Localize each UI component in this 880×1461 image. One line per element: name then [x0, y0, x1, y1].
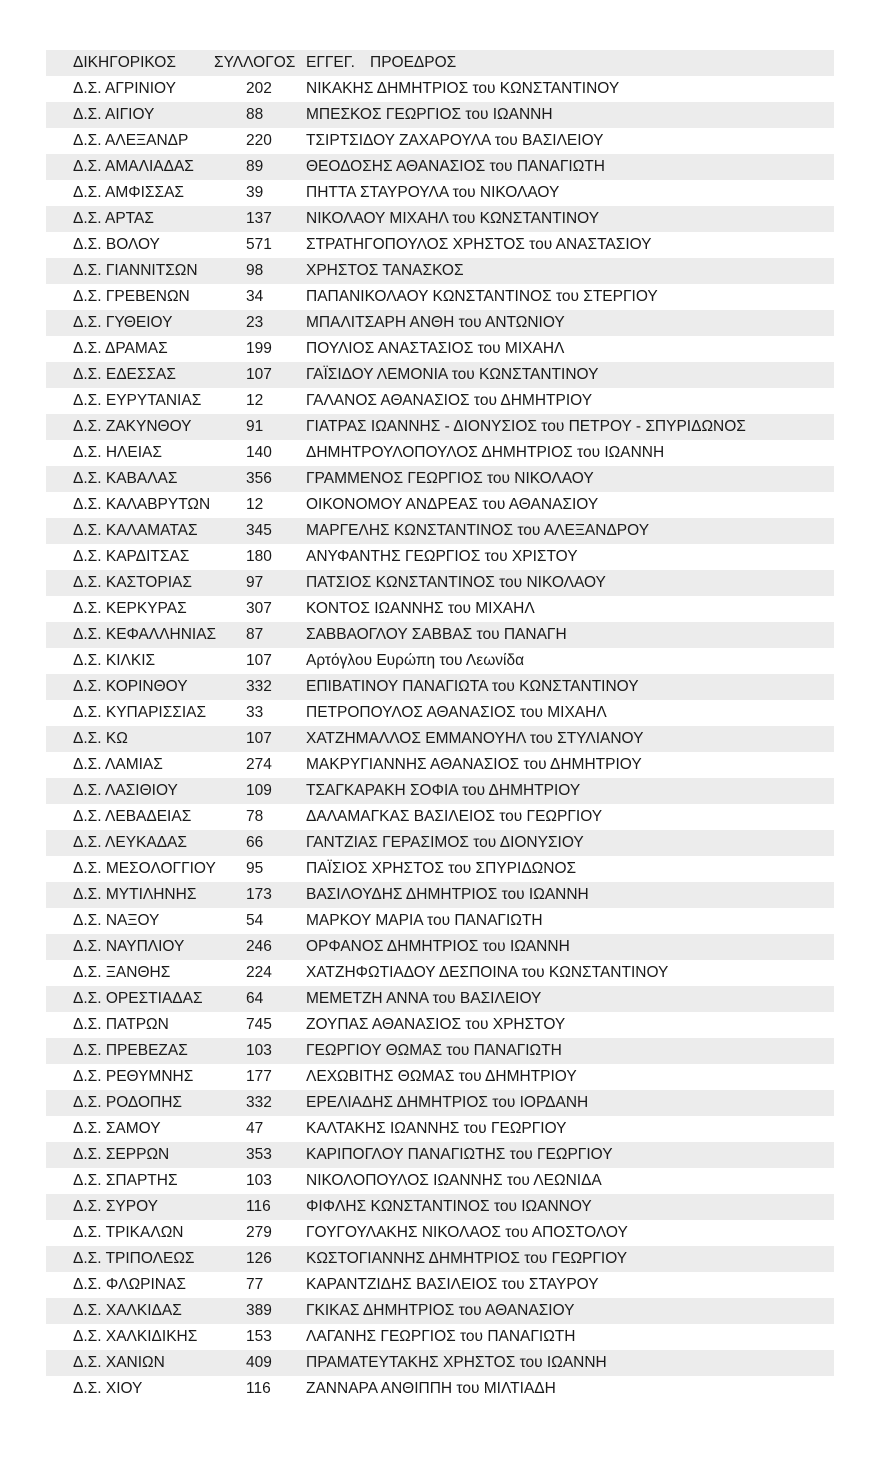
president-name: ΤΣΙΡΤΣΙΔΟΥ ΖΑΧΑΡΟΥΛΑ του ΒΑΣΙΛΕΙΟΥ — [306, 132, 604, 149]
table-row — [46, 102, 834, 128]
president-name: ΝΙΚΟΛΑΟΥ ΜΙΧΑΗΛ του ΚΩΝΣΤΑΝΤΙΝΟΥ — [306, 210, 600, 227]
table-row — [46, 622, 834, 648]
president-name: ΝΙΚΟΛΟΠΟΥΛΟΣ ΙΩΑΝΝΗΣ του ΛΕΩΝΙΔΑ — [306, 1172, 602, 1189]
table-row — [46, 700, 834, 726]
table-row — [46, 154, 834, 180]
registered-count: 66 — [246, 834, 264, 851]
registered-count: 202 — [246, 80, 272, 97]
registered-count: 126 — [246, 1250, 272, 1267]
table-row — [46, 1116, 834, 1142]
registered-count: 353 — [246, 1146, 272, 1163]
president-name: ΠΗΤΤΑ ΣΤΑΥΡΟΥΛΑ του ΝΙΚΟΛΑΟΥ — [306, 184, 560, 201]
registered-count: 64 — [246, 990, 264, 1007]
registered-count: 140 — [246, 444, 272, 461]
table-row — [46, 778, 834, 804]
registered-count: 91 — [246, 418, 264, 435]
bar-association-name: Δ.Σ. ΧΑΝΙΩΝ — [73, 1354, 165, 1371]
table-row — [46, 596, 834, 622]
president-name: ΖΑΝΝΑΡΑ ΑΝΘΙΠΠΗ του ΜΙΛΤΙΑΔΗ — [306, 1380, 556, 1397]
table-row — [46, 544, 834, 570]
bar-association-name: Δ.Σ. ΑΜΦΙΣΣΑΣ — [73, 184, 185, 201]
table-row — [46, 1220, 834, 1246]
bar-association-name: Δ.Σ. ΚΩ — [73, 730, 128, 747]
table-row — [46, 934, 834, 960]
bar-association-name: Δ.Σ. ΟΡΕΣΤΙΑΔΑΣ — [73, 990, 203, 1007]
bar-association-name: Δ.Σ. ΠΡΕΒΕΖΑΣ — [73, 1042, 188, 1059]
table-row — [46, 258, 834, 284]
president-name: ΚΩΣΤΟΓΙΑΝΝΗΣ ΔΗΜΗΤΡΙΟΣ του ΓΕΩΡΓΙΟΥ — [306, 1250, 628, 1267]
table-row — [46, 492, 834, 518]
registered-count: 199 — [246, 340, 272, 357]
bar-association-name: Δ.Σ. ΞΑΝΘΗΣ — [73, 964, 171, 981]
registered-count: 54 — [246, 912, 264, 929]
table-row — [46, 1376, 834, 1402]
table-row — [46, 726, 834, 752]
registered-count: 224 — [246, 964, 272, 981]
president-name: ΛΕΧΩΒΙΤΗΣ ΘΩΜΑΣ του ΔΗΜΗΤΡΙΟΥ — [306, 1068, 577, 1085]
president-name: ΜΠΕΣΚΟΣ ΓΕΩΡΓΙΟΣ του ΙΩΑΝΝΗ — [306, 106, 553, 123]
bar-association-name: Δ.Σ. ΛΕΥΚΑΔΑΣ — [73, 834, 187, 851]
president-name: ΠΡΑΜΑΤΕΥΤΑΚΗΣ ΧΡΗΣΤΟΣ του ΙΩΑΝΝΗ — [306, 1354, 607, 1371]
table-row — [46, 830, 834, 856]
president-name: ΣΤΡΑΤΗΓΟΠΟΥΛΟΣ ΧΡΗΣΤΟΣ του ΑΝΑΣΤΑΣΙΟΥ — [306, 236, 652, 253]
table-row — [46, 648, 834, 674]
table-row — [46, 986, 834, 1012]
bar-association-name: Δ.Σ. ΤΡΙΚΑΛΩΝ — [73, 1224, 184, 1241]
registered-count: 307 — [246, 600, 272, 617]
president-name: ΣΑΒΒΑΟΓΛΟΥ ΣΑΒΒΑΣ του ΠΑΝΑΓΗ — [306, 626, 567, 643]
president-name: ΓΚΙΚΑΣ ΔΗΜΗΤΡΙΟΣ του ΑΘΑΝΑΣΙΟΥ — [306, 1302, 575, 1319]
president-name: ΓΑΪΣΙΔΟΥ ΛΕΜΟΝΙΑ του ΚΩΝΣΤΑΝΤΙΝΟΥ — [306, 366, 599, 383]
header-association: ΣΥΛΛΟΓΟΣ — [214, 54, 296, 71]
president-name: ΓΙΑΤΡΑΣ ΙΩΑΝΝΗΣ - ΔΙΟΝΥΣΙΟΣ του ΠΕΤΡΟΥ - ΣΠΥΡΙΔΩΝΟΣ — [306, 418, 746, 435]
registered-count: 220 — [246, 132, 272, 149]
president-name: ΧΑΤΖΗΦΩΤΙΑΔΟΥ ΔΕΣΠΟΙΝΑ του ΚΩΝΣΤΑΝΤΙΝΟΥ — [306, 964, 669, 981]
table-row — [46, 76, 834, 102]
registered-count: 87 — [246, 626, 264, 643]
president-name: ΚΑΡΑΝΤΖΙΔΗΣ ΒΑΣΙΛΕΙΟΣ του ΣΤΑΥΡΟΥ — [306, 1276, 599, 1293]
header-registered: ΕΓΓΕΓ. — [306, 54, 355, 71]
table-row — [46, 180, 834, 206]
president-name: ΒΑΣΙΛΟΥΔΗΣ ΔΗΜΗΤΡΙΟΣ του ΙΩΑΝΝΗ — [306, 886, 589, 903]
president-name: ΔΑΛΑΜΑΓΚΑΣ ΒΑΣΙΛΕΙΟΣ του ΓΕΩΡΓΙΟΥ — [306, 808, 603, 825]
president-name: ΜΑΡΚΟΥ ΜΑΡΙΑ του ΠΑΝΑΓΙΩΤΗ — [306, 912, 543, 929]
table-row — [46, 882, 834, 908]
bar-association-name: Δ.Σ. ΑΡΤΑΣ — [73, 210, 154, 227]
table-row — [46, 284, 834, 310]
president-name: ΦΙΦΛΗΣ ΚΩΝΣΤΑΝΤΙΝΟΣ του ΙΩΑΝΝΟΥ — [306, 1198, 592, 1215]
registered-count: 173 — [246, 886, 272, 903]
table-row — [46, 804, 834, 830]
registered-count: 12 — [246, 392, 264, 409]
president-name: ΜΕΜΕΤΖΗ ΑΝΝΑ του ΒΑΣΙΛΕΙΟΥ — [306, 990, 542, 1007]
table-row — [46, 856, 834, 882]
president-name: ΕΡΕΛΙΑΔΗΣ ΔΗΜΗΤΡΙΟΣ του ΙΟΡΔΑΝΗ — [306, 1094, 589, 1111]
bar-association-name: Δ.Σ. ΧΑΛΚΙΔΙΚΗΣ — [73, 1328, 198, 1345]
registered-count: 274 — [246, 756, 272, 773]
president-name: ΠΑΪΣΙΟΣ ΧΡΗΣΤΟΣ του ΣΠΥΡΙΔΩΝΟΣ — [306, 860, 577, 877]
registered-count: 12 — [246, 496, 264, 513]
bar-association-name: Δ.Σ. ΚΑΛΑΜΑΤΑΣ — [73, 522, 198, 539]
bar-association-name: Δ.Σ. ΚΑΛΑΒΡΥΤΩΝ — [73, 496, 211, 513]
registered-count: 107 — [246, 730, 272, 747]
table-row — [46, 336, 834, 362]
president-name: ΓΟΥΓΟΥΛΑΚΗΣ ΝΙΚΟΛΑΟΣ του ΑΠΟΣΤΟΛΟΥ — [306, 1224, 628, 1241]
bar-association-name: Δ.Σ. ΖΑΚΥΝΘΟΥ — [73, 418, 192, 435]
registered-count: 345 — [246, 522, 272, 539]
bar-association-name: Δ.Σ. ΑΓΡΙΝΙΟΥ — [73, 80, 176, 97]
president-name: ΓΑΝΤΖΙΑΣ ΓΕΡΑΣΙΜΟΣ του ΔΙΟΝΥΣΙΟΥ — [306, 834, 584, 851]
bar-association-name: Δ.Σ. ΚΑΒΑΛΑΣ — [73, 470, 178, 487]
bar-association-name: Δ.Σ. ΚΕΦΑΛΛΗΝΙΑΣ — [73, 626, 217, 643]
registered-count: 180 — [246, 548, 272, 565]
bar-association-name: Δ.Σ. ΓΙΑΝΝΙΤΣΩΝ — [73, 262, 198, 279]
table-row — [46, 1324, 834, 1350]
registered-count: 409 — [246, 1354, 272, 1371]
registered-count: 356 — [246, 470, 272, 487]
registered-count: 571 — [246, 236, 272, 253]
president-name: ΝΙΚΑΚΗΣ ΔΗΜΗΤΡΙΟΣ του ΚΩΝΣΤΑΝΤΙΝΟΥ — [306, 80, 620, 97]
bar-association-name: Δ.Σ. ΒΟΛΟΥ — [73, 236, 160, 253]
registered-count: 279 — [246, 1224, 272, 1241]
bar-association-name: Δ.Σ. ΣΠΑΡΤΗΣ — [73, 1172, 178, 1189]
bar-association-name: Δ.Σ. ΓΥΘΕΙΟΥ — [73, 314, 173, 331]
president-name: ΑΝΥΦΑΝΤΗΣ ΓΕΩΡΓΙΟΣ του ΧΡΙΣΤΟΥ — [306, 548, 578, 565]
bar-association-name: Δ.Σ. ΚΥΠΑΡΙΣΣΙΑΣ — [73, 704, 207, 721]
registered-count: 332 — [246, 1094, 272, 1111]
table-row — [46, 362, 834, 388]
registered-count: 389 — [246, 1302, 272, 1319]
registered-count: 177 — [246, 1068, 272, 1085]
bar-association-name: Δ.Σ. ΠΑΤΡΩΝ — [73, 1016, 169, 1033]
registered-count: 107 — [246, 366, 272, 383]
registered-count: 88 — [246, 106, 264, 123]
president-name: ΚΑΡΙΠΟΓΛΟΥ ΠΑΝΑΓΙΩΤΗΣ του ΓΕΩΡΓΙΟΥ — [306, 1146, 613, 1163]
bar-association-name: Δ.Σ. ΕΥΡΥΤΑΝΙΑΣ — [73, 392, 202, 409]
bar-association-name: Δ.Σ. ΚΑΡΔΙΤΣΑΣ — [73, 548, 190, 565]
registered-count: 745 — [246, 1016, 272, 1033]
table-row — [46, 908, 834, 934]
bar-association-name: Δ.Σ. ΗΛΕΙΑΣ — [73, 444, 162, 461]
registered-count: 246 — [246, 938, 272, 955]
table-row — [46, 960, 834, 986]
bar-association-name: Δ.Σ. ΚΟΡΙΝΘΟΥ — [73, 678, 188, 695]
table-row — [46, 206, 834, 232]
president-name: ΛΑΓΑΝΗΣ ΓΕΩΡΓΙΟΣ του ΠΑΝΑΓΙΩΤΗ — [306, 1328, 576, 1345]
registered-count: 33 — [246, 704, 264, 721]
president-name: ΟΡΦΑΝΟΣ ΔΗΜΗΤΡΙΟΣ του ΙΩΑΝΝΗ — [306, 938, 570, 955]
bar-association-name: Δ.Σ. ΣΥΡΟΥ — [73, 1198, 159, 1215]
header-bar-association: ΔΙΚΗΓΟΡΙΚΟΣ — [73, 54, 176, 71]
bar-association-name: Δ.Σ. ΛΕΒΑΔΕΙΑΣ — [73, 808, 192, 825]
bar-association-name: Δ.Σ. ΓΡΕΒΕΝΩΝ — [73, 288, 190, 305]
bar-association-name: Δ.Σ. ΜΕΣΟΛΟΓΓΙΟΥ — [73, 860, 216, 877]
bar-association-name: Δ.Σ. ΔΡΑΜΑΣ — [73, 340, 168, 357]
registered-count: 103 — [246, 1172, 272, 1189]
bar-association-name: Δ.Σ. ΑΙΓΙΟΥ — [73, 106, 155, 123]
registered-count: 107 — [246, 652, 272, 669]
registered-count: 116 — [246, 1198, 271, 1215]
bar-association-name: Δ.Σ. ΛΑΣΙΘΙΟΥ — [73, 782, 178, 799]
bar-association-name: Δ.Σ. ΧΙΟΥ — [73, 1380, 143, 1397]
bar-association-name: Δ.Σ. ΚΕΡΚΥΡΑΣ — [73, 600, 187, 617]
president-name: ΖΟΥΠΑΣ ΑΘΑΝΑΣΙΟΣ του ΧΡΗΣΤΟΥ — [306, 1016, 566, 1033]
registered-count: 332 — [246, 678, 272, 695]
table-row — [46, 466, 834, 492]
president-name: ΠΕΤΡΟΠΟΥΛΟΣ ΑΘΑΝΑΣΙΟΣ του ΜΙΧΑΗΛ — [306, 704, 607, 721]
bar-association-name: Δ.Σ. ΚΑΣΤΟΡΙΑΣ — [73, 574, 192, 591]
registered-count: 103 — [246, 1042, 272, 1059]
registered-count: 137 — [246, 210, 272, 227]
table-body — [46, 76, 834, 1402]
president-name: ΓΕΩΡΓΙΟΥ ΘΩΜΑΣ του ΠΑΝΑΓΙΩΤΗ — [306, 1042, 562, 1059]
table-row — [46, 440, 834, 466]
registered-count: 98 — [246, 262, 264, 279]
table-row — [46, 1350, 834, 1376]
registered-count: 23 — [246, 314, 264, 331]
table-row — [46, 232, 834, 258]
registered-count: 34 — [246, 288, 264, 305]
bar-association-name: Δ.Σ. ΤΡΙΠΟΛΕΩΣ — [73, 1250, 195, 1267]
president-name: ΜΠΑΛΙΤΣΑΡΗ ΑΝΘΗ του ΑΝΤΩΝΙΟΥ — [306, 314, 565, 331]
bar-association-name: Δ.Σ. ΦΛΩΡΙΝΑΣ — [73, 1276, 186, 1293]
registered-count: 97 — [246, 574, 264, 591]
bar-association-name: Δ.Σ. ΡΕΘΥΜΝΗΣ — [73, 1068, 194, 1085]
bar-association-name: Δ.Σ. ΝΑΥΠΛΙΟΥ — [73, 938, 185, 955]
bar-association-name: Δ.Σ. ΝΑΞΟΥ — [73, 912, 160, 929]
bar-association-name: Δ.Σ. ΕΔΕΣΣΑΣ — [73, 366, 176, 383]
registered-count: 153 — [246, 1328, 272, 1345]
president-name: ΓΡΑΜΜΕΝΟΣ ΓΕΩΡΓΙΟΣ του ΝΙΚΟΛΑΟΥ — [306, 470, 594, 487]
table-row — [46, 1272, 834, 1298]
president-name: ΧΡΗΣΤΟΣ ΤΑΝΑΣΚΟΣ — [306, 262, 464, 279]
table-row — [46, 1194, 834, 1220]
registered-count: 116 — [246, 1380, 271, 1397]
president-name: ΧΑΤΖΗΜΑΛΛΟΣ ΕΜΜΑΝΟΥΗΛ του ΣΤΥΛΙΑΝΟΥ — [306, 730, 644, 747]
president-name: ΠΑΠΑΝΙΚΟΛΑΟΥ ΚΩΝΣΤΑΝΤΙΝΟΣ του ΣΤΕΡΓΙΟΥ — [306, 288, 658, 305]
president-name: ΔΗΜΗΤΡΟΥΛΟΠΟΥΛΟΣ ΔΗΜΗΤΡΙΟΣ του ΙΩΑΝΝΗ — [306, 444, 665, 461]
bar-association-name: Δ.Σ. ΑΜΑΛΙΑΔΑΣ — [73, 158, 194, 175]
president-name: ΟΙΚΟΝΟΜΟΥ ΑΝΔΡΕΑΣ του ΑΘΑΝΑΣΙΟΥ — [306, 496, 599, 513]
bar-association-name: Δ.Σ. ΣΑΜΟΥ — [73, 1120, 161, 1137]
table-row — [46, 1038, 834, 1064]
president-name: ΜΑΡΓΕΛΗΣ ΚΩΝΣΤΑΝΤΙΝΟΣ του ΑΛΕΞΑΝΔΡΟΥ — [306, 522, 650, 539]
table-row — [46, 1142, 834, 1168]
president-name: ΠΟΥΛΙΟΣ ΑΝΑΣΤΑΣΙΟΣ του ΜΙΧΑΗΛ — [306, 340, 565, 357]
president-name: ΓΑΛΑΝΟΣ ΑΘΑΝΑΣΙΟΣ του ΔΗΜΗΤΡΙΟΥ — [306, 392, 593, 409]
table-row — [46, 128, 834, 154]
bar-association-name: Δ.Σ. ΛΑΜΙΑΣ — [73, 756, 163, 773]
registered-count: 77 — [246, 1276, 264, 1293]
president-name: ΚΑΛΤΑΚΗΣ ΙΩΑΝΝΗΣ του ΓΕΩΡΓΙΟΥ — [306, 1120, 567, 1137]
table-row — [46, 570, 834, 596]
registered-count: 109 — [246, 782, 272, 799]
table-row — [46, 1012, 834, 1038]
registered-count: 89 — [246, 158, 264, 175]
table-row — [46, 1298, 834, 1324]
bar-association-name: Δ.Σ. ΚΙΛΚΙΣ — [73, 652, 156, 669]
table-row — [46, 1168, 834, 1194]
president-name: ΤΣΑΓΚΑΡΑΚΗ ΣΟΦΙΑ του ΔΗΜΗΤΡΙΟΥ — [306, 782, 581, 799]
bar-association-name: Δ.Σ. ΣΕΡΡΩΝ — [73, 1146, 170, 1163]
table-row — [46, 1246, 834, 1272]
table-header — [46, 50, 834, 76]
table-row — [46, 414, 834, 440]
registered-count: 78 — [246, 808, 264, 825]
bar-association-name: Δ.Σ. ΜΥΤΙΛΗΝΗΣ — [73, 886, 197, 903]
table-row — [46, 1064, 834, 1090]
registered-count: 39 — [246, 184, 264, 201]
president-name: ΘΕΟΔΟΣΗΣ ΑΘΑΝΑΣΙΟΣ του ΠΑΝΑΓΙΩΤΗ — [306, 158, 605, 175]
registered-count: 95 — [246, 860, 264, 877]
president-name: Αρτόγλου Ευρώπη του Λεωνίδα — [306, 652, 525, 669]
president-name: ΚΟΝΤΟΣ ΙΩΑΝΝΗΣ του ΜΙΧΑΗΛ — [306, 600, 535, 617]
president-name: ΠΑΤΣΙΟΣ ΚΩΝΣΤΑΝΤΙΝΟΣ του ΝΙΚΟΛΑΟΥ — [306, 574, 606, 591]
president-name: ΜΑΚΡΥΓΙΑΝΝΗΣ ΑΘΑΝΑΣΙΟΣ του ΔΗΜΗΤΡΙΟΥ — [306, 756, 642, 773]
bar-association-name: Δ.Σ. ΧΑΛΚΙΔΑΣ — [73, 1302, 182, 1319]
bar-association-name: Δ.Σ. ΑΛΕΞΑΝΔΡ — [73, 132, 189, 149]
table-row — [46, 388, 834, 414]
table-row — [46, 518, 834, 544]
registered-count: 47 — [246, 1120, 264, 1137]
president-name: ΕΠΙΒΑΤΙΝΟΥ ΠΑΝΑΓΙΩΤΑ του ΚΩΝΣΤΑΝΤΙΝΟΥ — [306, 678, 639, 695]
table-row — [46, 310, 834, 336]
table-row — [46, 1090, 834, 1116]
bar-association-name: Δ.Σ. ΡΟΔΟΠΗΣ — [73, 1094, 182, 1111]
table-row — [46, 674, 834, 700]
presidents-table — [46, 50, 834, 1402]
table-row — [46, 752, 834, 778]
header-president: ΠΡΟΕΔΡΟΣ — [370, 54, 457, 71]
